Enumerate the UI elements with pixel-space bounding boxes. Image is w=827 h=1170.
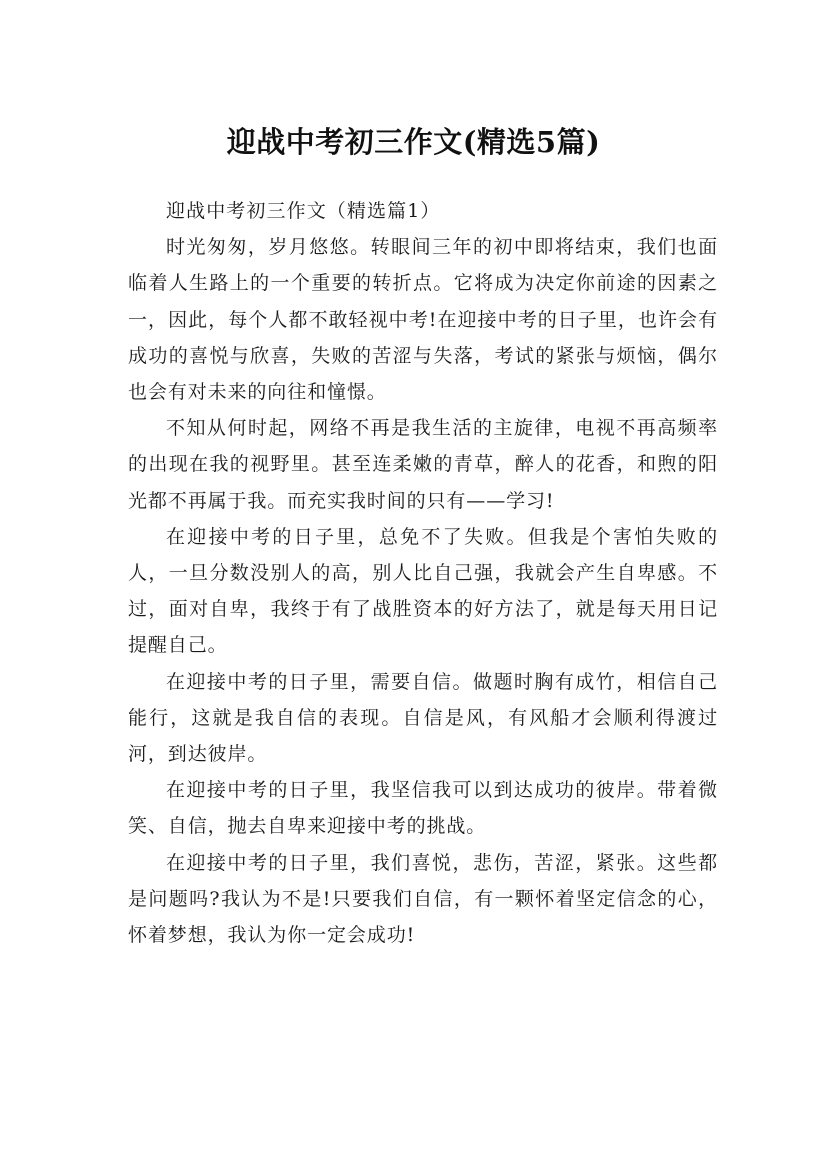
document-body	[128, 193, 718, 953]
paragraph: 时光匆匆，岁月悠悠。转眼间三年的初中即将结束，我们也面临着人生路上的一个重要的转折点。它将成为决定你前途的因素之一，因此，每个人都不敢轻视中考!在迎接中考的日子里，也许会有成功的喜悦与欣喜，失败的苦涩与失落，考试的紧张与烦恼，偶尔也会有对未来的向往和憧憬。	[128, 236, 718, 404]
section-heading: 迎战中考初三作文（精选篇1）	[166, 200, 441, 222]
paragraph: 在迎接中考的日子里，我坚信我可以到达成功的彼岸。带着微笑、自信，抛去自卑来迎接中考的挑战。	[128, 779, 718, 838]
paragraph: 不知从何时起，网络不再是我生活的主旋律，电视不再高频率的出现在我的视野里。甚至连柔嫩的青草，醉人的花香，和煦的阳光都不再属于我。而充实我时间的只有——学习!	[128, 417, 718, 512]
paragraph: 在迎接中考的日子里，总免不了失败。但我是个害怕失败的人，一旦分数没别人的高，别人比自己强，我就会产生自卑感。不过，面对自卑，我终于有了战胜资本的好方法了，就是每天用日记提醒自己。	[128, 525, 718, 657]
paragraph: 在迎接中考的日子里，我们喜悦，悲伤，苦涩，紧张。这些都是问题吗?我认为不是!只要我们自信，有一颗怀着坚定信念的心，怀着梦想，我认为你一定会成功!	[128, 851, 718, 947]
paragraph: 在迎接中考的日子里，需要自信。做题时胸有成竹，相信自己能行，这就是我自信的表现。自信是风，有风船才会顺利得渡过河，到达彼岸。	[128, 670, 718, 766]
document-title: 迎战中考初三作文(精选5篇)	[226, 125, 601, 160]
